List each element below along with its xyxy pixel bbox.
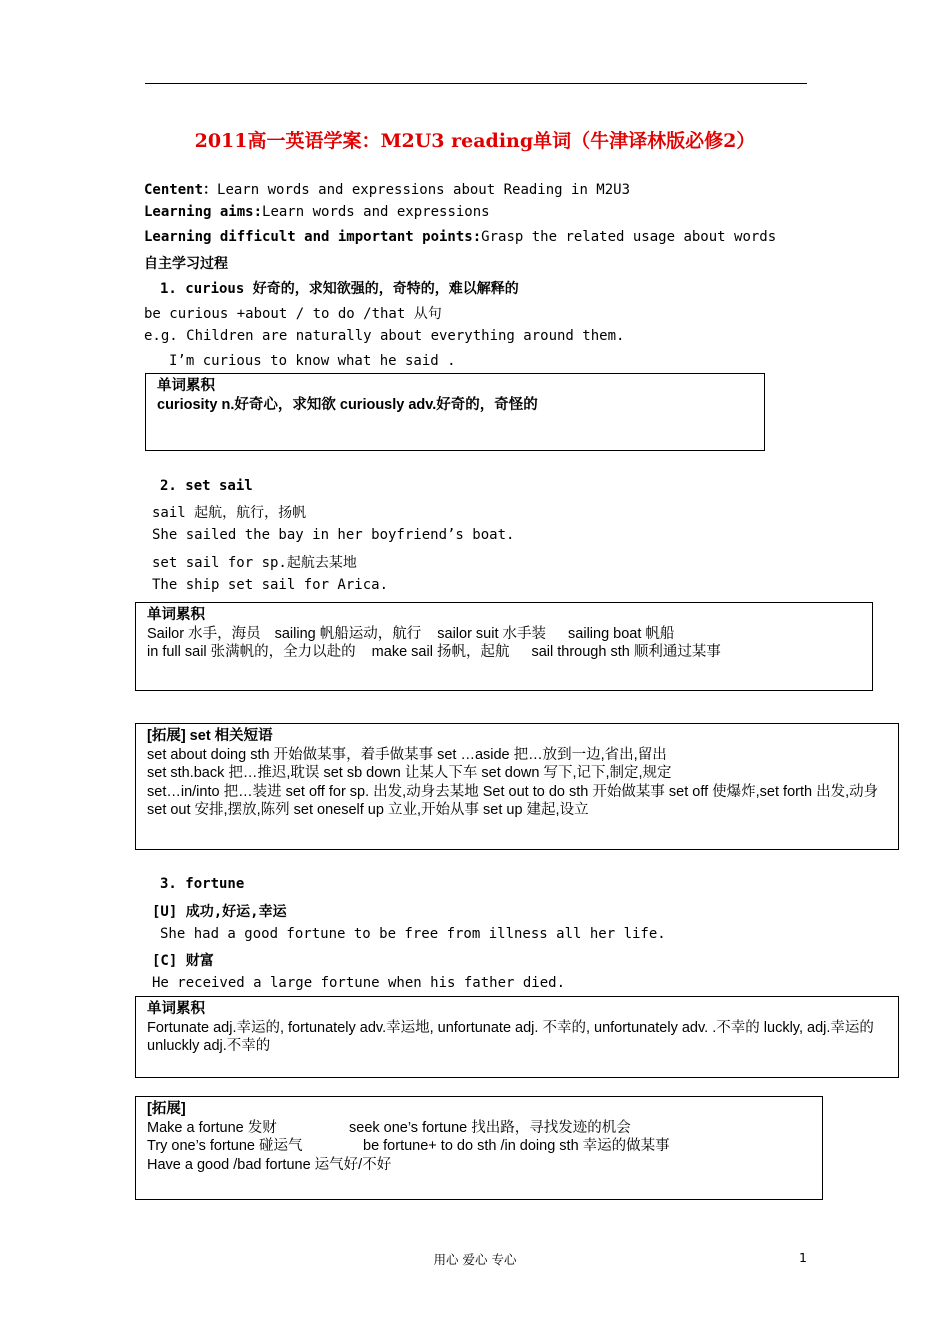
item2-line1: sail 起航，航行，扬帆 [152,505,307,521]
item1-line2: e.g. Children are naturally about everything around them. [144,328,625,344]
fortune-box-line1-b: seek one’s fortune 找出路，寻找发迹的机会 [349,1119,631,1136]
fortune-box-line2-a: Try one’s fortune 碰运气 [147,1138,303,1154]
item2-heading: 2. set sail [160,478,253,494]
set-box-title: [拓展] set 相关短语 [147,728,273,744]
item1-line1: be curious +about / to do /that 从句 [144,306,442,322]
aims-text: Learn words and expressions [262,204,490,220]
page-number: 1 [799,1250,807,1265]
fortune-phrases-box [135,1096,823,1200]
item1-vocab-box [145,373,765,451]
fortune-box-line2 [147,1137,811,1156]
content-text: Learn words and expressions about Reading in M2U3 [217,182,631,198]
item3-box-text: Fortunate adj.幸运的, fortunately adv.幸运地, unfortunate adj. 不幸的, unfortunately adv. .不幸的 luckly, adj.幸运的 unluckly adj.不幸的 [147,1019,874,1054]
header-rule [145,83,807,84]
item3-u-label: [U] 成功,好运,幸运 [152,904,287,920]
item2-box-line1-b: sailing 帆船运动，航行 [274,625,422,642]
points-line [144,229,776,245]
aims-line [144,204,490,220]
item3-c-example: He received a large fortune when his father died. [152,975,566,991]
content-line [144,179,630,199]
content-label: Centent： [144,182,218,198]
item1-box-title: 单词累积 [157,378,215,394]
item3-box-title: 单词累积 [147,1001,205,1017]
page-title: 2011高一英语学案：M2U3 reading单词（牛津译林版必修2） [194,130,756,152]
item2-box-line2-a: in full sail 张满帆的，全力以赴的 [147,644,356,660]
item2-box-line1-c: sailor suit 水手装 [437,625,547,642]
item3-vocab-box [135,996,899,1078]
set-box-line3: set…in/into 把…装进 set off for sp. 出发,动身去某地 Set out to do sth 开始做某事 set off 使爆炸,set forth 出发,动身 set out 安排,摆放,陈列 set oneself up 立业,开始从事 set up 建起,设立 [147,783,879,818]
set-phrases-box [135,723,899,850]
item2-box-line2-b: make sail 扬帆，起航 [371,644,510,660]
item2-line2: She sailed the bay in her boyfriend’s boat. [152,527,515,543]
item2-box-line2 [147,643,861,662]
item1-heading: 1. curious 好奇的，求知欲强的，奇特的，难以解释的 [160,281,519,297]
item1-line3: I’m curious to know what he said . [169,353,456,369]
aims-label: Learning aims: [144,204,263,220]
item3-u-example: She had a good fortune to be free from illness all her life. [160,926,666,942]
item2-box-title: 单词累积 [147,607,205,623]
points-label: Learning difficult and important points: [144,229,482,245]
item2-box-line2-c: sail through sth 顺利通过某事 [531,644,721,660]
set-box-line2: set sth.back 把…推迟,耽误 set sb down 让某人下车 set down 写下,记下,制定,规定 [147,765,672,781]
fortune-box-line2-b: be fortune+ to do sth /in doing sth 幸运的做某事 [363,1138,670,1154]
item1-box-line1: curiosity n.好奇心，求知欲 curiously adv.好奇的，奇怪的 [157,396,538,413]
fortune-box-title: [拓展] [147,1101,186,1117]
item2-vocab-box [135,602,873,691]
footer-text: 用心 爱心 专心 [433,1252,517,1267]
item3-c-label: [C] 财富 [152,953,214,969]
item2-line4: The ship set sail for Arica. [152,577,389,593]
process-heading: 自主学习过程 [144,256,228,272]
item2-box-line1-d: sailing boat 帆船 [568,625,675,642]
fortune-box-line1 [147,1119,811,1138]
item2-line3: set sail for sp.起航去某地 [152,555,357,571]
item2-box-line1-a: Sailor 水手，海员 [147,625,261,642]
fortune-box-line3: Have a good /bad fortune 运气好/不好 [147,1156,392,1173]
item2-box-line1 [147,625,861,644]
points-text: Grasp the related usage about words [481,229,777,245]
fortune-box-line1-a: Make a fortune 发财 [147,1119,277,1136]
set-box-line1: set about doing sth 开始做某事，着手做某事 set …aside 把…放到一边,省出,留出 [147,746,667,763]
item3-heading: 3. fortune [160,876,245,892]
